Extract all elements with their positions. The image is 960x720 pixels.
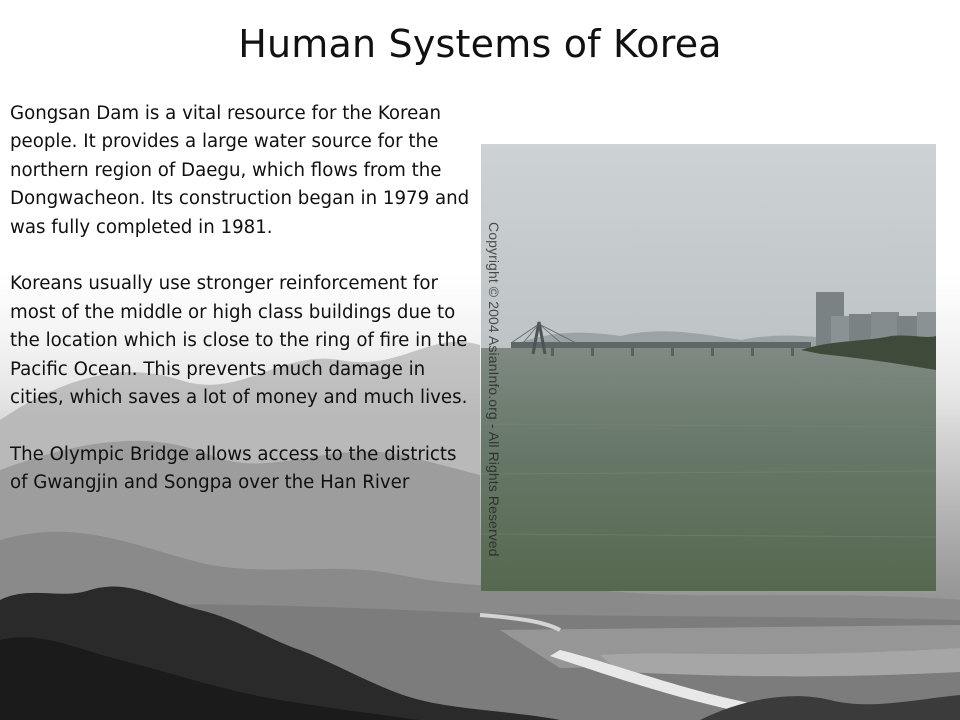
paragraph-olympic-bridge: The Olympic Bridge allows access to the districts of Gwangjin and Songpa over the Han River [10,443,457,494]
body-text [10,100,475,526]
paragraph-gongsan-dam: Gongsan Dam is a vital resource for the Korean people. It provides a large water source for the northern region of Daegu, which flows from the Dongwacheon. Its construction began in 1979 and was fully completed in 1981. [10,103,470,238]
han-river-photo [481,144,936,591]
photo-copyright-watermark: Copyright © 2004 AsianInfo.org - All Rights Reserved [486,222,502,557]
paragraph-reinforcement: Koreans usually use stronger reinforcement for most of the middle or high class buildings due to the location which is close to the ring of fire in the Pacific Ocean. This prevents much damage in cities, which saves a lot of money and much lives. [10,273,468,409]
slide-title: Human Systems of Korea [238,22,722,66]
